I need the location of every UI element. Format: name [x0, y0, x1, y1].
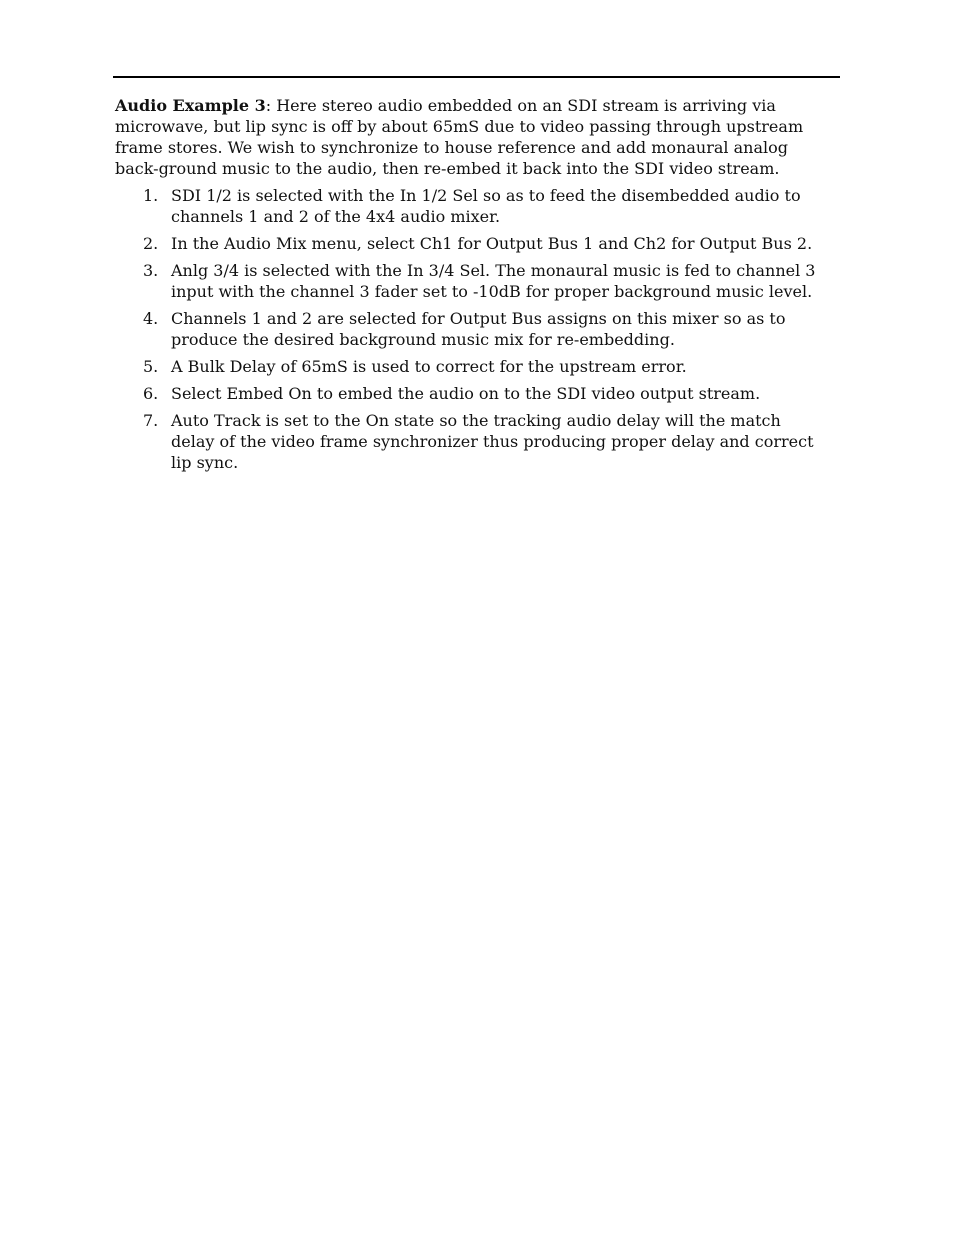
list-item [115, 410, 827, 473]
step-number: 4. [143, 309, 159, 328]
list-item [115, 260, 827, 302]
intro-paragraph [115, 95, 827, 179]
step-text: Anlg 3/4 is selected with the In 3/4 Sel. The monaural music is fed to channel 3 input with the channel 3 fader set to -10dB for proper background music level. [171, 261, 816, 301]
step-text: In the Audio Mix menu, select Ch1 for Output Bus 1 and Ch2 for Output Bus 2. [171, 234, 813, 253]
step-number: 3. [143, 261, 159, 280]
steps-list [115, 185, 827, 473]
document-body [115, 95, 827, 479]
step-number: 1. [143, 186, 159, 205]
list-item [115, 308, 827, 350]
list-item [115, 383, 827, 404]
header-rule [113, 76, 840, 78]
step-number: 5. [143, 357, 159, 376]
step-text: Channels 1 and 2 are selected for Output Bus assigns on this mixer so as to produce the desired background music mix for re-embedding. [171, 309, 786, 349]
list-item [115, 185, 827, 227]
step-text: SDI 1/2 is selected with the In 1/2 Sel so as to feed the disembedded audio to channels 1 and 2 of the 4x4 audio mixer. [171, 186, 801, 226]
step-text: Auto Track is set to the On state so the tracking audio delay will the match delay of the video frame synchronizer thus producing proper delay and correct lip sync. [171, 411, 814, 472]
step-number: 7. [143, 411, 159, 430]
example-heading: Audio Example 3 [115, 96, 266, 115]
step-number: 6. [143, 384, 159, 403]
step-text: Select Embed On to embed the audio on to the SDI video output stream. [171, 384, 761, 403]
list-item [115, 233, 827, 254]
step-number: 2. [143, 234, 159, 253]
step-text: A Bulk Delay of 65mS is used to correct for the upstream error. [171, 357, 687, 376]
list-item [115, 356, 827, 377]
intro-text: : Here stereo audio embedded on an SDI stream is arriving via microwave, but lip sync is off by about 65mS due to video passing through upstream frame stores. We wish to synchronize to house reference and add monaural analog back-ground music to the audio, then re-embed it back into the SDI video stream. [115, 96, 804, 178]
